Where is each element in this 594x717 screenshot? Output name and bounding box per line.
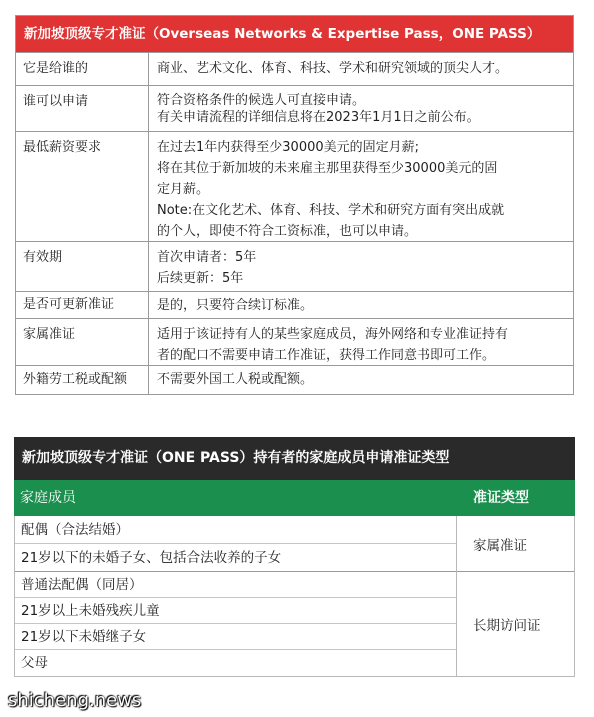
row-value-line: 符合资格条件的候选人可直接申请。 — [157, 93, 366, 108]
row-value-line: 在过去1年内获得至少30000美元的固定月薪; — [157, 140, 420, 155]
list-item: 21岁以下的未婚子女、包括合法收养的子女 — [15, 544, 456, 572]
pass-type-dependant: 家属准证 — [457, 516, 574, 572]
pass-type-long-term-visit: 长期访问证 — [473, 617, 541, 634]
row-value-line: 将在其位于新加坡的未来雇主那里获得至少30000美元的固 — [157, 161, 498, 176]
row-label: 家属准证 — [16, 319, 149, 365]
list-item: 父母 — [21, 655, 48, 671]
family-pass-table-title: 新加坡顶级专才准证（ONE PASS）持有者的家庭成员申请准证类型 — [14, 437, 575, 480]
table-row-who-can-apply — [16, 85, 573, 131]
row-value-line: 定月薪。 — [157, 182, 210, 197]
row-label: 有效期 — [16, 242, 149, 291]
row-value — [149, 132, 573, 241]
row-label: 外籍劳工税或配额 — [16, 366, 149, 394]
row-value-line: 是的，只要符合续订标准。 — [157, 298, 314, 313]
list-item: 配偶（合法结婚） — [15, 516, 456, 544]
list-item: 21岁以上未婚残疾儿童 — [15, 598, 456, 624]
row-value-line: 的个人，即使不符合工资标准，也可以申请。 — [157, 224, 418, 239]
row-value-line: 适用于该证持有人的某些家庭成员，海外网络和专业准证持有 — [157, 327, 509, 342]
row-value — [149, 319, 573, 365]
row-value-line: 首次申请者：5年 — [157, 250, 257, 265]
row-label: 最低薪资要求 — [16, 132, 149, 241]
table-row-validity — [16, 241, 573, 291]
row-value — [149, 53, 573, 85]
row-label: 谁可以申请 — [16, 86, 149, 131]
row-value — [149, 366, 573, 394]
table-body — [14, 516, 575, 677]
row-value-line: 有关申请流程的详细信息将在2023年1月1日之前公布。 — [157, 110, 480, 125]
list-item: 21岁以下未婚继子女 — [15, 624, 456, 650]
row-value-line: 商业、艺术文化、体育、科技、学术和研究领域的顶尖人才。 — [157, 61, 509, 76]
row-value-line: 后续更新：5年 — [157, 271, 244, 286]
one-pass-table-title: 新加坡顶级专才准证（Overseas Networks & Expertise Pass，ONE PASS） — [16, 16, 573, 52]
family-pass-types-table — [14, 437, 575, 677]
row-value-line: Note:在文化艺术、体育、科技、学术和研究方面有突出成就 — [157, 203, 505, 218]
site-watermark: shicheng.news — [8, 690, 142, 711]
row-value-line: 不需要外国工人税或配额。 — [157, 372, 314, 387]
column-header-family-member: 家庭成员 — [20, 490, 76, 506]
table-row-levy-quota — [16, 365, 573, 394]
row-label: 是否可更新准证 — [16, 292, 149, 318]
family-member-column — [15, 516, 457, 676]
row-value-line: 者的配口不需要申请工作准证，获得工作同意书即可工作。 — [157, 348, 496, 363]
table-row-renewable — [16, 291, 573, 318]
column-header-pass-type: 准证类型 — [473, 490, 529, 506]
one-pass-details-table — [15, 15, 574, 395]
row-value — [149, 86, 573, 131]
table-row-dependant-pass — [16, 318, 573, 365]
table-header-row — [14, 480, 575, 516]
table-row-minimum-salary — [16, 131, 573, 241]
table-row-eligibility — [16, 52, 573, 85]
row-label: 它是给谁的 — [16, 53, 149, 85]
row-value — [149, 292, 573, 318]
list-item: 普通法配偶（同居） — [15, 572, 456, 598]
row-value — [149, 242, 573, 291]
